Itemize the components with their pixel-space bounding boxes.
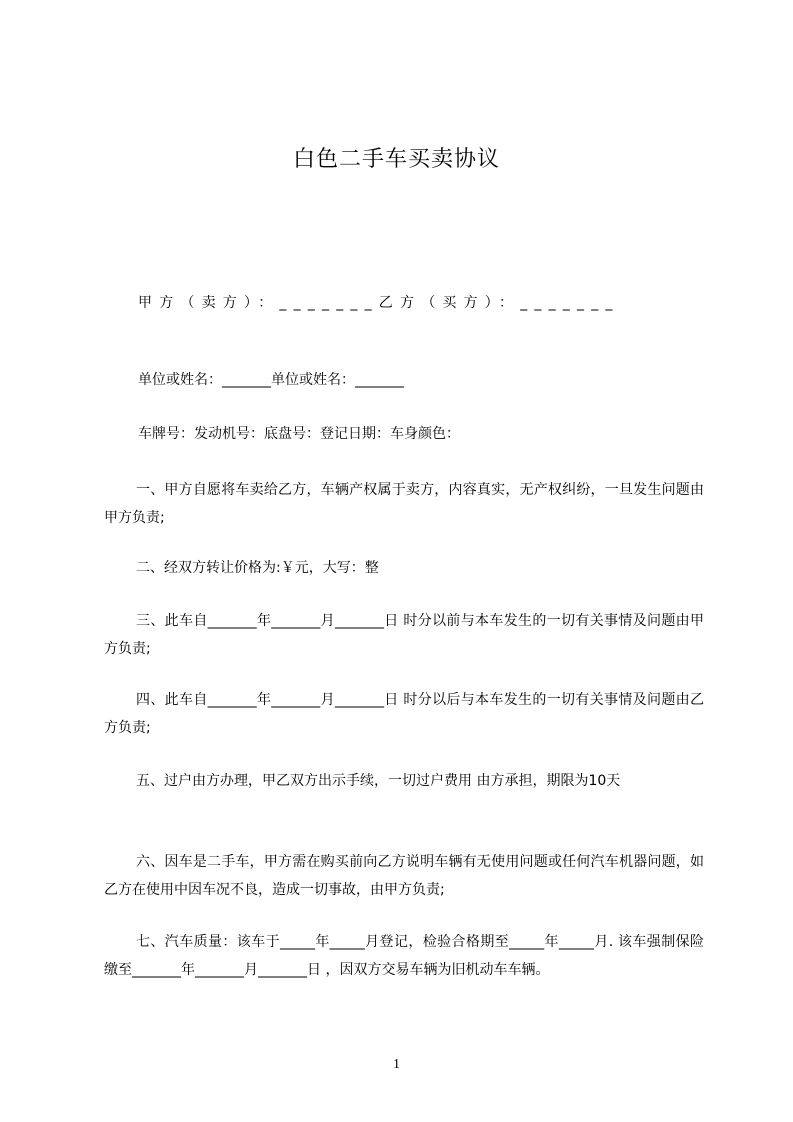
vehicle-info-line: 车牌号：发动机号：底盘号：登记日期：车身颜色：	[138, 426, 460, 442]
unit-name-line: 单位或姓名：_______单位或姓名：_______	[138, 372, 404, 388]
clause-2: 二、经双方转让价格为:￥元，大写：整	[136, 560, 379, 576]
clause-4: 四、此车自_______年_______月_______日 时分以后与本车发生的一切有关事情及问题由乙方负责;	[104, 692, 704, 736]
clause-7: 七、汽车质量：该车于_____年_____月登记，检验合格期至_____年_____月. 该车强制保险缴至_______年_______月_______日 ，因双方交易车辆为旧机动车车辆。	[104, 934, 704, 978]
clause-5: 五、过户由方办理，甲乙双方出示手续，一切过户费用 由方承担，期限为10天	[136, 773, 621, 789]
clause-6: 六、因车是二手车，甲方需在购买前向乙方说明车辆有无使用问题或任何汽车机器问题，如乙方在使用中因车况不良，造成一切事故，由甲方负责;	[104, 854, 704, 898]
page-title: 白色二手车买卖协议	[292, 147, 500, 172]
clause-3: 三、此车自_______年_______月_______日 时分以前与本车发生的一切有关事情及问题由甲方负责;	[104, 613, 704, 657]
page-number: 1	[393, 1057, 400, 1072]
clause-1: 一、甲方自愿将车卖给乙方，车辆产权属于卖方，内容真实，无产权纠纷，一旦发生问题由甲方负责;	[104, 482, 704, 526]
parties-line: 甲方（卖方）：_______乙方（买方）：_______	[138, 295, 620, 311]
